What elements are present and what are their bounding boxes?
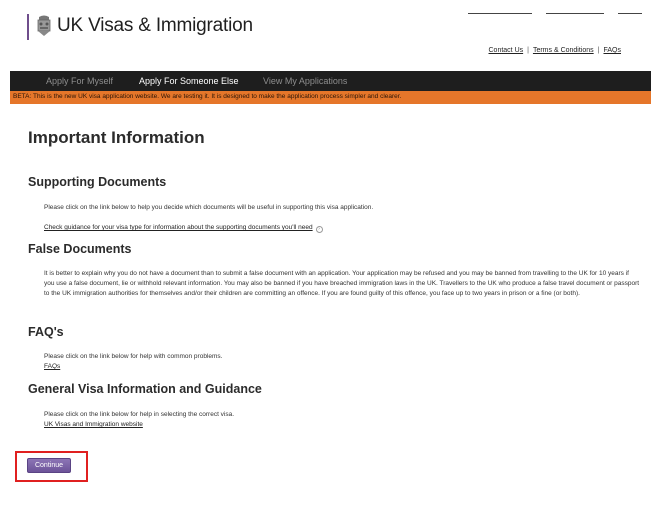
- main-nav: [10, 71, 651, 91]
- tab-apply-for-someone-else[interactable]: Apply For Someone Else: [139, 76, 239, 86]
- external-link-icon: ›: [316, 226, 323, 233]
- continue-button[interactable]: Continue: [27, 458, 71, 473]
- supporting-documents-guidance-link[interactable]: [44, 224, 323, 233]
- false-documents-text: It is better to explain why you do not have a document than to submit a false document with an application. Your application may be refused and you may be banned from travelling to the UK for 10 years if you use a false document, lie or withhold relevant information. You may also be banned if you have breached immigration laws in the UK. Travellers to the UK who produce a false travel document or passport to the UK immigration authorities for themselves and/or their children are committing an offence. If you are found guilty of this offence, you face up to two years in prison or a fine (or both).: [44, 270, 640, 297]
- logo-text: UK Visas & Immigration: [57, 15, 253, 36]
- contact-us-link[interactable]: Contact Us: [488, 47, 524, 54]
- beta-banner: [10, 91, 651, 104]
- faqs-link[interactable]: FAQs: [44, 363, 61, 370]
- uk-visas-website-link[interactable]: UK Visas and Immigration website: [44, 421, 143, 428]
- royal-crest-icon: [35, 14, 53, 38]
- tab-view-my-applications[interactable]: View My Applications: [263, 76, 348, 86]
- link-separator: |: [527, 47, 529, 54]
- link-separator: |: [597, 47, 600, 54]
- site-header: [0, 0, 670, 70]
- top-utility-link[interactable]: [468, 13, 532, 14]
- supporting-documents-heading: Supporting Documents: [28, 175, 167, 189]
- top-utility-link[interactable]: [618, 13, 642, 14]
- beta-banner-text: BETA: This is the new UK visa application website. We are testing it. It is designed to make the application process simpler and clearer.: [13, 93, 402, 100]
- supporting-documents-text: Please click on the link below to help you decide which documents will be useful in supporting this visa application.: [44, 204, 374, 211]
- guidance-link-label: Check guidance for your visa type for information about the supporting documents you'll need: [44, 224, 313, 231]
- header-links: [489, 47, 622, 54]
- general-visa-text: Please click on the link below for help in selecting the correct visa.: [44, 411, 235, 418]
- page-title: Important Information: [28, 128, 205, 147]
- tab-apply-for-myself[interactable]: Apply For Myself: [46, 76, 114, 86]
- top-utility-link[interactable]: [546, 13, 604, 14]
- faqs-text: Please click on the link below for help with common problems.: [44, 353, 223, 360]
- general-visa-heading: General Visa Information and Guidance: [28, 382, 262, 396]
- terms-conditions-link[interactable]: Terms & Conditions: [532, 47, 594, 54]
- false-documents-heading: False Documents: [28, 242, 132, 256]
- logo-accent-bar: [27, 14, 29, 40]
- faqs-heading: FAQ's: [28, 325, 64, 339]
- main-content: [10, 104, 651, 499]
- faqs-header-link[interactable]: FAQs: [603, 47, 621, 54]
